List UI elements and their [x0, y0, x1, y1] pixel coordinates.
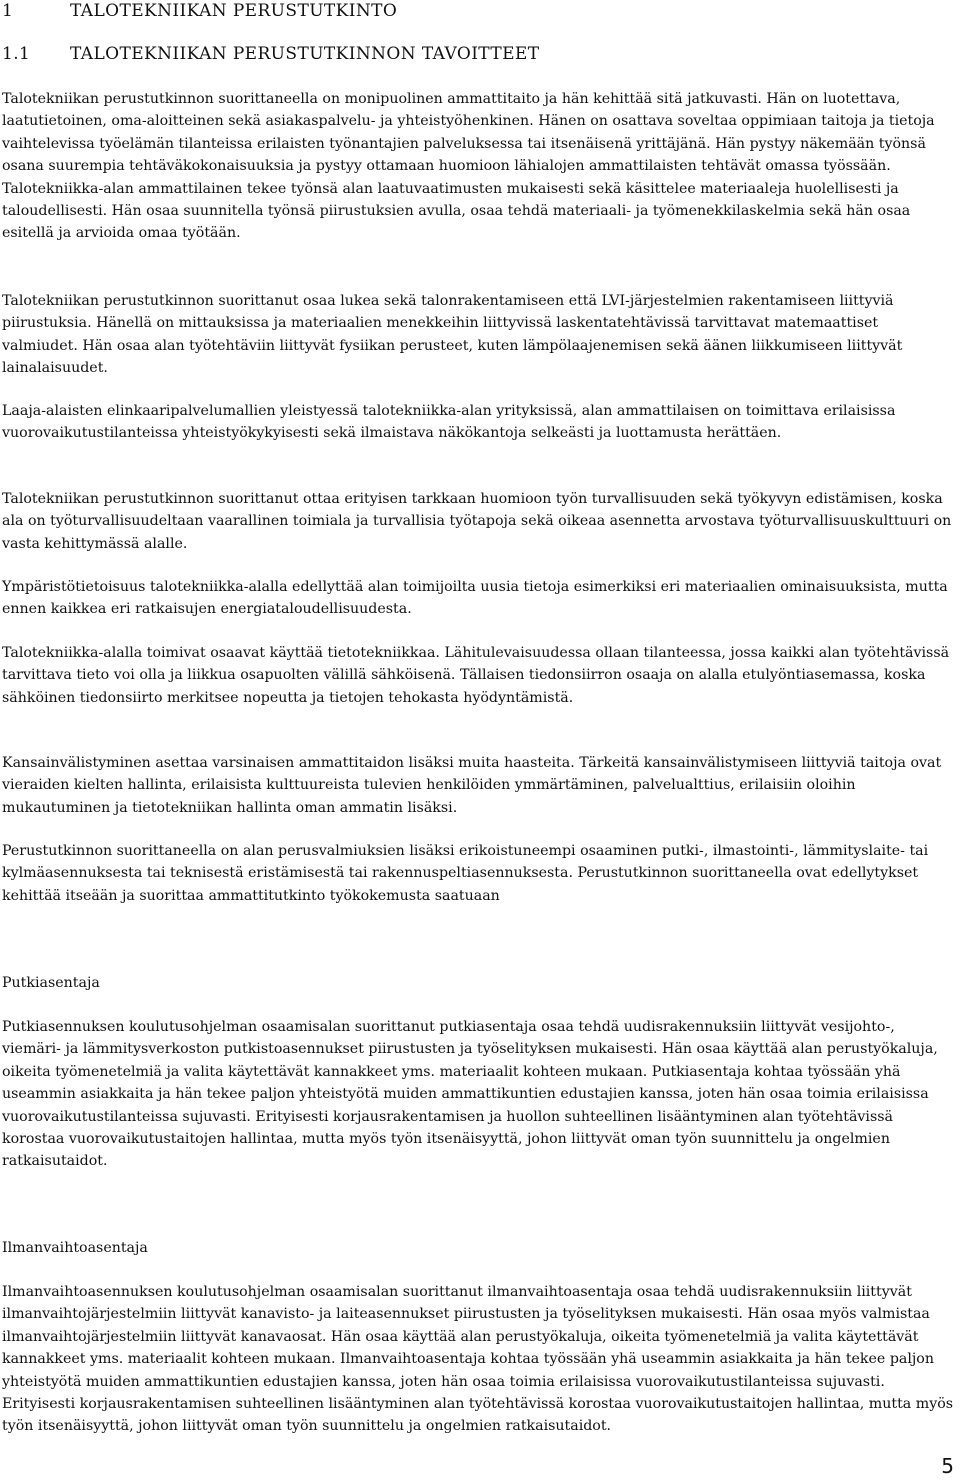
paragraph-it-skills: Talotekniikka-alalla toimivat osaavat käyttää tietotekniikkaa. Lähitulevaisuudessa ollaan tilanteessa, jossa kaikki alan työtehtävissä tarvittava tieto voi olla ja liikkua osapuolten välillä sähköisenä. Tällaisen tiedonsiirron osaaja on alalla etulyöntiasemassa, koska sähköinen tiedonsiirto merkitsee nopeutta ja tietojen tehokasta hyödyntämistä.: [2, 645, 950, 706]
paragraph-drawings-math: Talotekniikan perustutkinnon suorittanut osaa lukea sekä talonrakentamiseen että LVI-järjestelmien rakentamiseen liittyviä piirustuksia. Hänellä on mittauksissa ja materiaalien menekkeihin liittyvissä laskentatehtävissä tarvittavat matemaattiset valmiudet. Hän osaa alan työtehtäviin liittyvät fysiikan perusteet, kuten lämpölaajenemisen sekä äänen liikkumiseen liittyvät lainalaisuudet.: [2, 293, 903, 377]
section-title: TALOTEKNIIKAN PERUSTUTKINNON TAVOITTEET: [70, 44, 540, 64]
paragraph-environment: Ympäristötietoisuus talotekniikka-alalla edellyttää alan toimijoilta uusia tietoja esimerkiksi eri materiaalien ominaisuuksista, mutta ennen kaikkea eri ratkaisujen energiataloudellisuudesta.: [2, 579, 948, 618]
subheading-ilmanvaihtoasentaja: Ilmanvaihtoasentaja: [2, 1240, 148, 1256]
paragraph-lifecycle-services: Laaja-alaisten elinkaaripalvelumallien yleistyessä talotekniikka-alan yrityksissä, alan ammattilaisen on toimittava erilaisissa vuorovaikutustilanteissa yhteistyökykyisesti sekä ilmaistava näkökantoja selkeästi ja luottamusta herättäen.: [2, 403, 896, 442]
section-heading: [2, 44, 539, 64]
page-number: 5: [941, 1454, 954, 1478]
section-number: 1.1: [2, 44, 31, 64]
paragraph-specialization: Perustutkinnon suorittaneella on alan perusvalmiuksien lisäksi erikoistuneempi osaaminen putki-, ilmastointi-, lämmityslaite- tai kylmäasennuksesta tai teknisestä eristämisestä tai rakennuspeltiasennuksesta. Perustutkinnon suorittaneella ovat edellytykset kehittää itseään ja suorittaa ammattitutkinto työkokemusta saatuaan: [2, 843, 929, 904]
subheading-putkiasentaja: Putkiasentaja: [2, 975, 100, 991]
paragraph-overview: Talotekniikan perustutkinnon suorittaneella on monipuolinen ammattitaito ja hän kehittää sitä jatkuvasti. Hän on luotettava, laatutietoinen, oma-aloitteinen sekä asiakaspalvelu- ja yhteistyöhenkinen. Hänen on osattava soveltaa oppimiaan taitoja ja tietoja vaihtelevissa työelämän tilanteissa erilaisten työnantajien palveluksessa tai itsenäisenä yrittäjänä. Hän pystyy näkemään työnsä osana suurempia tehtäväkokonaisuuksia ja pystyy ottamaan huomioon lähialojen ammattilaisten tehtävät omassa työssään. Talotekniikka-alan ammattilainen tekee työnsä alan laatuvaatimusten mukaisesti sekä käsittelee materiaaleja huolellisesti ja taloudellisesti. Hän osaa suunnitella työnsä piirustuksien avulla, osaa tehdä materiaali- ja työmenekkilaskelmia sekä hän osaa esitellä ja arvioida omaa työtään.: [2, 91, 935, 242]
paragraph-internationalization: Kansainvälistyminen asettaa varsinaisen ammattitaidon lisäksi muita haasteita. Tärkeitä kansainvälistymiseen liittyviä taitoja ovat vieraiden kielten hallinta, erilaisista kulttuureista tulevien henkilöiden ymmärtäminen, palvelualttius, erilaisiin oloihin mukautuminen ja tietotekniikan hallinta oman ammatin lisäksi.: [2, 755, 942, 816]
paragraph-safety: Talotekniikan perustutkinnon suorittanut ottaa erityisen tarkkaan huomioon työn turvallisuuden sekä työkyvyn edistämisen, koska ala on työturvallisuudeltaan vaarallinen toimiala ja turvallisia työtapoja sekä oikeaa asennetta arvostava työturvallisuuskulttuuri on vasta kehittymässä alalle.: [2, 491, 952, 552]
paragraph-ilmanvaihtoasentaja: Ilmanvaihtoasennuksen koulutusohjelman osaamisalan suorittanut ilmanvaihtoasentaja osaa tehdä uudisrakennuksiin liittyvät ilmanvaihtojärjestelmiin liittyvät kanavisto- ja laiteasennukset piirustusten ja työselityksen mukaisesti. Hän osaa myös valmistaa ilmanvaihtojärjestelmiin liittyvät kanavaosat. Hän osaa käyttää alan perustyökaluja, oikeita työmenetelmiä ja valita käytettävät kannakkeet yms. materiaalit kohteen mukaan. Ilmanvaihtoasentaja kohtaa työssään yhä useammin asiakkaita ja hän tekee paljon yhteistyötä muiden ammattikuntien edustajien kanssa, joten hän osaa toimia erilaisissa vuorovaikutustilanteissa sujuvasti. Erityisesti korjausrakentamisen suhteellinen lisääntyminen alan työtehtävissä korostaa vuorovaikutustaitojen hallintaa, mutta myös työn itsenäisyyttä, johon liittyvät oman työn suunnittelu ja ongelmien ratkaisutaidot.: [2, 1284, 954, 1435]
chapter-number: 1: [2, 1, 14, 21]
chapter-title: TALOTEKNIIKAN PERUSTUTKINTO: [70, 1, 398, 21]
chapter-heading: [2, 1, 397, 21]
paragraph-putkiasentaja: Putkiasennuksen koulutusohjelman osaamisalan suorittanut putkiasentaja osaa tehdä uudisrakennuksiin liittyvät vesijohto-, viemäri- ja lämmitysverkoston putkistoasennukset piirustusten ja työselityksen mukaisesti. Hän osaa käyttää alan perustyökaluja, oikeita työmenetelmiä ja valita käytettävät kannakkeet yms. materiaalit kohteen mukaan. Putkiasentaja kohtaa työssään yhä useammin asiakkaita ja hän tekee paljon yhteistyötä muiden ammattikuntien edustajien kanssa, joten hän osaa toimia erilaisissa vuorovaikutustilanteissa sujuvasti. Erityisesti korjausrakentamisen ja huollon suhteellinen lisääntyminen alan työtehtävissä korostaa vuorovaikutustaitojen hallintaa, mutta myös työn itsenäisyyttä, johon liittyvät oman työn suunnittelu ja ongelmien ratkaisutaidot.: [2, 1019, 938, 1170]
